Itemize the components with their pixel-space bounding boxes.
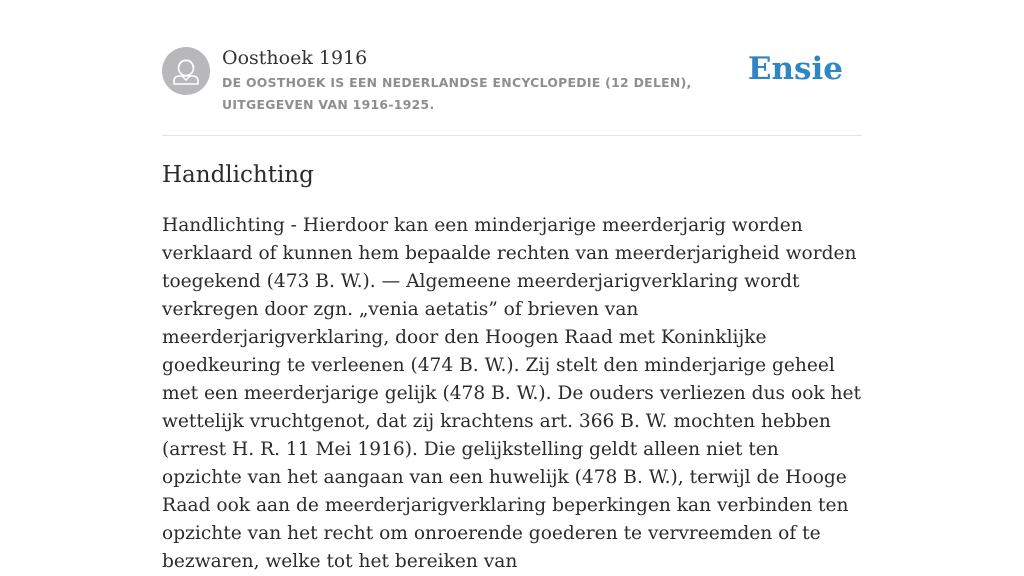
source-description: DE OOSTHOEK IS EEN NEDERLANDSE ENCYCLOPEDIE (12 DELEN), UITGEGEVEN VAN 1916-1925. [222,75,692,112]
article-body: Handlichting - Hierdoor kan een minderjarige meerderjarig worden verklaard of kunnen hem bepaalde rechten van meerderjarigheid worden toegekend (473 B. W.). — Algemeene meerderjarigverklaring wordt verkregen door zgn. „venia aetatis” of brieven van meerderjarigverklaring, door den Hoogen Raad met Koninklijke goedkeuring te verleenen (474 B. W.). Zij stelt den minderjarige geheel met een meerderjarige gelijk (478 B. W.). De ouders verliezen dus ook het wettelijk vruchtgenot, dat zij krachtens art. 366 B. W. mochten hebben (arrest H. R. 11 Mei 1916). Die gelijkstelling geldt alleen niet ten opzichte van het aangaan van een huwelijk (478 B. W.), terwijl de Hooge Raad ook aan de meerderjarigverklaring beperkingen kan verbinden ten opzichte van het recht om onroerende goederen te vervreemden of te bezwaren, welke tot het bereiken van [162,215,862,572]
source-header [162,44,862,134]
source-name[interactable]: Oosthoek 1916 [222,47,368,69]
user-outline-icon[interactable] [162,47,210,95]
article-title: Handlichting [162,162,314,188]
header-divider [162,135,862,136]
ensie-logo-link[interactable]: Ensie [747,51,843,87]
